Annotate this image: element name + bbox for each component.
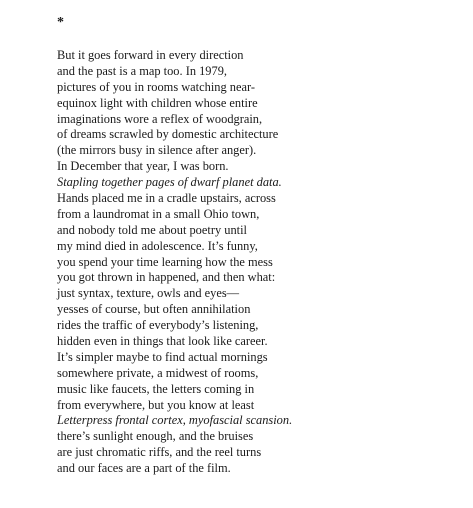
poem-line: you spend your time learning how the mess <box>57 254 273 269</box>
poem-line: hidden even in things that look like career. <box>57 334 268 349</box>
poem-line: of dreams scrawled by domestic architecture <box>57 127 279 142</box>
poem-line: Letterpress frontal cortex, myofascial scansion. <box>57 413 293 428</box>
poem-line: Hands placed me in a cradle upstairs, across <box>57 191 276 206</box>
poem-line: rides the traffic of everybody’s listening, <box>57 318 259 333</box>
poem-line: from everywhere, but you know at least <box>57 397 255 412</box>
poem-line: yesses of course, but often annihilation <box>57 302 251 317</box>
poem-line: and our faces are a part of the film. <box>57 461 231 476</box>
poem-line: somewhere private, a midwest of rooms, <box>57 365 259 380</box>
poem-line: you got thrown in happened, and then what: <box>57 270 276 285</box>
poem-body <box>57 48 457 477</box>
poem-line: pictures of you in rooms watching near- <box>57 79 255 94</box>
poem-line: are just chromatic riffs, and the reel turns <box>57 445 262 460</box>
poem-line: my mind died in adolescence. It’s funny, <box>57 238 258 253</box>
poem-line: (the mirrors busy in silence after anger). <box>57 143 257 158</box>
poem-line: just syntax, texture, owls and eyes— <box>57 286 240 301</box>
poem-line: It’s simpler maybe to find actual mornings <box>57 349 268 364</box>
poem-line: In December that year, I was born. <box>57 159 229 174</box>
poem-line: equinox light with children whose entire <box>57 95 258 110</box>
poem-line: and nobody told me about poetry until <box>57 222 247 237</box>
poem-line: from a laundromat in a small Ohio town, <box>57 206 260 221</box>
poem-line: music like faucets, the letters coming in <box>57 381 255 396</box>
poem-line: Stapling together pages of dwarf planet data. <box>57 175 282 190</box>
poem-line: But it goes forward in every direction <box>57 48 244 62</box>
section-break-asterisk: * <box>57 15 64 30</box>
poem-line: and the past is a map too. In 1979, <box>57 63 227 78</box>
poem-line: there’s sunlight enough, and the bruises <box>57 429 254 444</box>
poem-line: imaginations wore a reflex of woodgrain, <box>57 111 263 126</box>
